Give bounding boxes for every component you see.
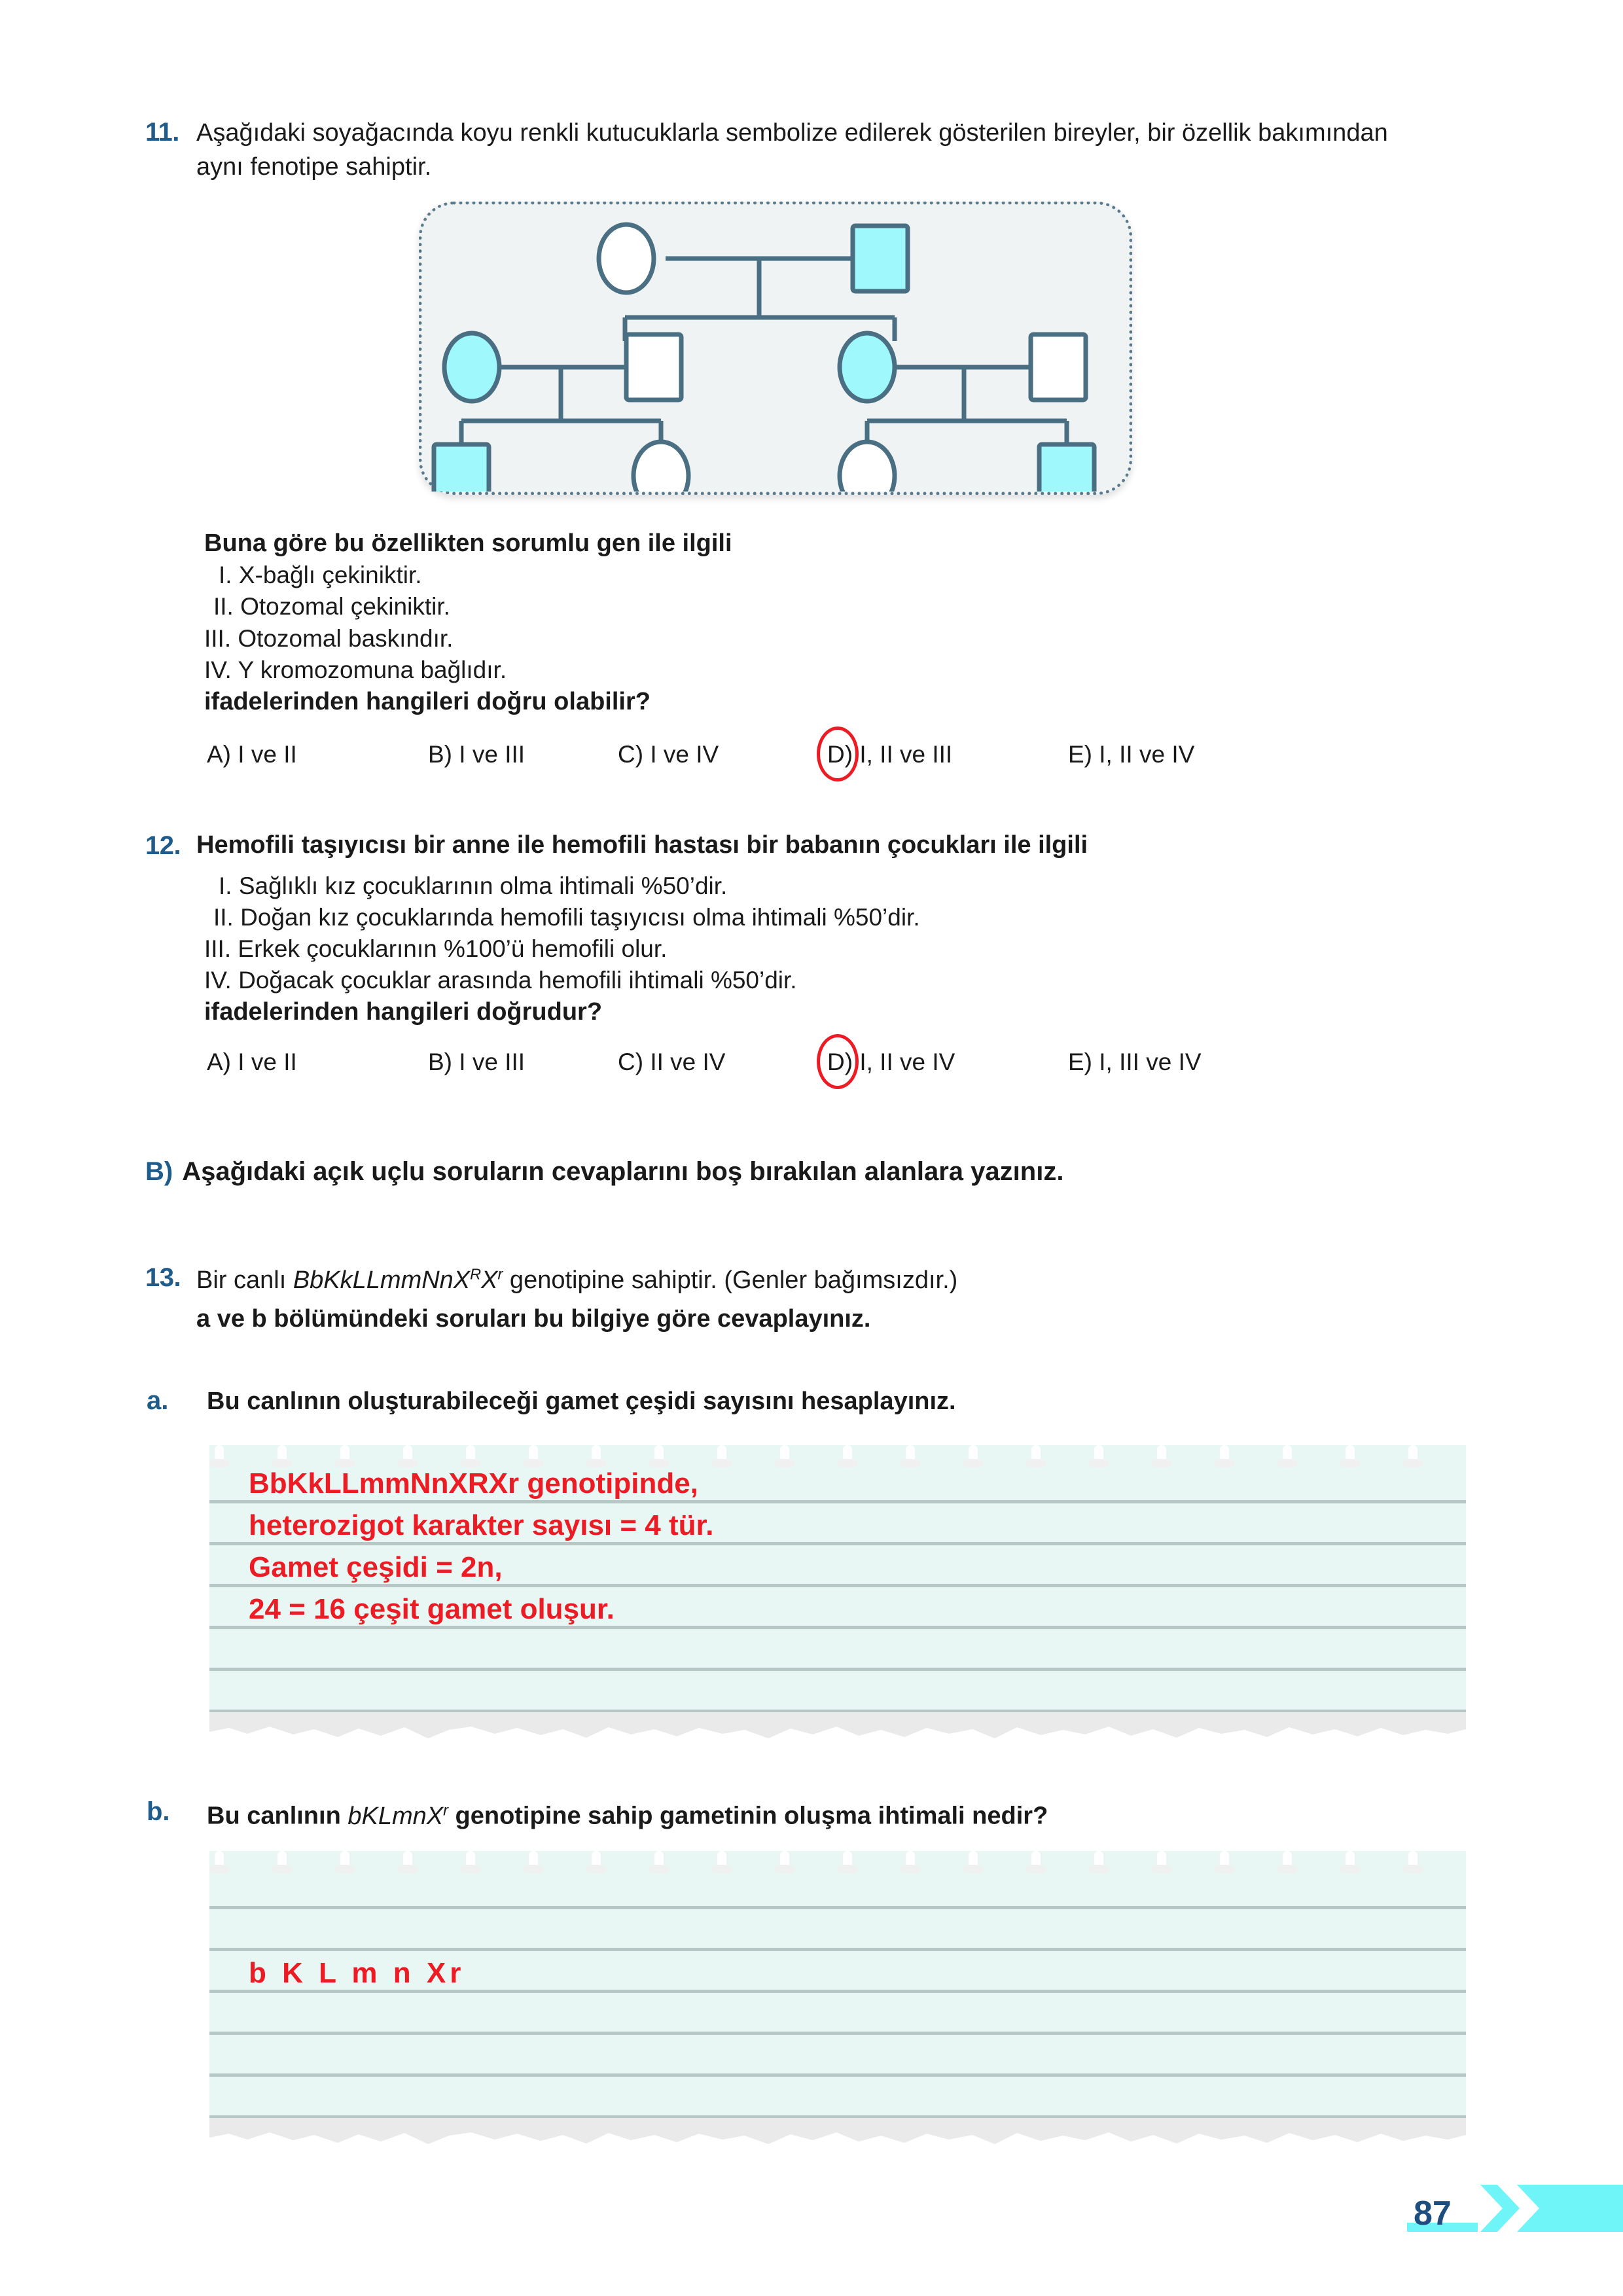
- option-A-letter: A): [207, 741, 231, 768]
- option-B-text: I ve III: [459, 1049, 526, 1075]
- part-b-question-after: genotipine sahip gametinin oluşma ihtimali nedir?: [448, 1802, 1048, 1830]
- genotype-expression: [293, 1266, 503, 1294]
- statement-I: I. X-bağlı çekiniktir.: [219, 562, 422, 589]
- part-b-genotype-sup: r: [443, 1801, 448, 1818]
- answer-line-2: heterozigot karakter sayısı = 4 tür.: [249, 1509, 714, 1541]
- option-B-text: I ve III: [459, 741, 526, 768]
- answer-line-3: Gamet çeşidi = 2n,: [249, 1551, 503, 1583]
- part-b-genotype: [348, 1803, 448, 1830]
- genotype-X: X: [481, 1266, 498, 1294]
- statement-II: II. Doğan kız çocuklarında hemofili taşıyıcısı olma ihtimali %50’dir.: [213, 904, 920, 931]
- pedigree-node-III-4: [1039, 444, 1094, 492]
- question-11-leadin: Buna göre bu özellikten sorumlu gen ile ilgili: [204, 529, 732, 557]
- genotype-sup-R: R: [470, 1265, 482, 1283]
- question-13-stem-line2: a ve b bölümündeki soruları bu bilgiye göre cevaplayınız.: [196, 1305, 871, 1333]
- question-11-stem: Aşağıdaki soyağacında koyu renkli kutucuklarla sembolize edilerek gösterilen bireyler, bir özellik bakımından aynı fenotipe sahiptir.: [196, 119, 1388, 181]
- section-b-letter: B): [145, 1157, 173, 1186]
- statement-III: III. Erkek çocuklarının %100’ü hemofili olur.: [204, 935, 668, 963]
- option-D-letter: D): [827, 1049, 853, 1075]
- pedigree-diagram-panel: [419, 202, 1132, 495]
- option-D-text: I, II ve IV: [859, 1049, 955, 1075]
- notepad-torn-edge-a: [209, 1712, 1466, 1746]
- pedigree-node-III-2: [633, 442, 688, 492]
- answer-line-1: BbKkLLmmNnXRXr genotipinde,: [249, 1467, 698, 1499]
- stem-before: Bir canlı: [196, 1266, 293, 1294]
- part-b-label: b.: [147, 1797, 170, 1826]
- question-13: [145, 1263, 1454, 1336]
- question-13-number: 13.: [145, 1263, 181, 1292]
- option-D-letter: D): [827, 741, 853, 768]
- question-11-statements: [204, 528, 732, 718]
- genotype-base: BbKkLLmmNnX: [293, 1266, 471, 1294]
- option-E-letter: E): [1068, 1049, 1092, 1075]
- option-B[interactable]: [428, 741, 618, 768]
- question-12-options: [207, 1049, 1293, 1076]
- option-E-letter: E): [1068, 741, 1092, 768]
- pedigree-node-III-1: [434, 444, 489, 492]
- pedigree-node-I-1: [599, 224, 654, 293]
- pedigree-svg: [422, 205, 1129, 492]
- question-12-stem: Hemofili taşıyıcısı bir anne ile hemofili hastası bir babanın çocukları ile ilgili: [196, 831, 1088, 859]
- answer-box-b[interactable]: [209, 1851, 1466, 2152]
- part-b-question: [207, 1801, 1048, 1831]
- part-b-genotype-base: bKLmnX: [348, 1802, 444, 1830]
- option-C-letter: C): [618, 1049, 644, 1075]
- answer-line-4: 24 = 16 çeşit gamet oluşur.: [249, 1593, 615, 1625]
- notepad-rule-lines-b: [209, 1851, 1466, 2152]
- statement-II: II. Otozomal çekiniktir.: [213, 593, 450, 620]
- question-13-stem-line1: [196, 1263, 957, 1298]
- option-E[interactable]: [1068, 1049, 1202, 1076]
- option-E-text: I, II ve IV: [1099, 741, 1195, 768]
- statement-III: III. Otozomal baskındır.: [204, 624, 454, 652]
- option-C[interactable]: [618, 741, 827, 768]
- page-footer: [1407, 2185, 1623, 2248]
- option-A-letter: A): [207, 1049, 231, 1075]
- statement-IV: IV. Doğacak çocuklar arasında hemofili ihtimali %50’dir.: [204, 967, 797, 994]
- option-A[interactable]: [207, 741, 428, 768]
- option-E-text: I, III ve IV: [1099, 1049, 1202, 1075]
- option-E[interactable]: [1068, 741, 1194, 768]
- question-12-closing: ifadelerinden hangileri doğrudur?: [204, 998, 603, 1026]
- option-A-text: I ve II: [238, 1049, 297, 1075]
- question-11-closing: ifadelerinden hangileri doğru olabilir?: [204, 687, 651, 715]
- part-a-question: Bu canlının oluşturabileceği gamet çeşidi sayısını hesaplayınız.: [207, 1388, 956, 1415]
- question-11-options: [207, 741, 1293, 768]
- option-C[interactable]: [618, 1049, 827, 1076]
- option-B-letter: B): [428, 1049, 452, 1075]
- option-D[interactable]: [827, 1049, 1068, 1076]
- section-b-heading: [145, 1157, 1063, 1187]
- option-D[interactable]: [827, 741, 1068, 768]
- option-B[interactable]: [428, 1049, 618, 1076]
- option-A[interactable]: [207, 1049, 428, 1076]
- section-b-text: Aşağıdaki açık uçlu soruların cevaplarını boş bırakılan alanlara yazınız.: [182, 1157, 1064, 1186]
- option-C-letter: C): [618, 741, 644, 768]
- answer-box-a[interactable]: [209, 1445, 1466, 1746]
- question-11-number: 11.: [145, 118, 179, 147]
- stem-after: genotipine sahiptir. (Genler bağımsızdır.): [503, 1266, 958, 1294]
- statement-I: I. Sağlıklı kız çocuklarının olma ihtimali %50’dir.: [219, 872, 728, 899]
- pedigree-node-III-3: [840, 442, 895, 492]
- question-12-number: 12.: [145, 831, 181, 860]
- question-11: [145, 117, 1454, 184]
- answer-line-1: b K L m n Xr: [249, 1957, 465, 1989]
- option-C-text: I ve IV: [650, 741, 719, 768]
- pedigree-node-II-3: [840, 333, 895, 401]
- notepad-torn-edge-b: [209, 2118, 1466, 2152]
- option-D-text: I, II ve III: [859, 741, 953, 768]
- pedigree-node-II-4: [1031, 334, 1086, 400]
- option-B-letter: B): [428, 741, 452, 768]
- option-A-text: I ve II: [238, 741, 297, 768]
- pedigree-node-II-2: [626, 334, 681, 400]
- pedigree-node-I-2: [853, 226, 908, 291]
- pedigree-node-II-1: [444, 333, 499, 401]
- genotype-sup-r: r: [497, 1265, 503, 1283]
- part-b-question-before: Bu canlının: [207, 1802, 348, 1830]
- part-a-label: a.: [147, 1386, 169, 1415]
- option-C-text: II ve IV: [650, 1049, 726, 1075]
- question-12: [145, 831, 1454, 861]
- question-12-statements: [204, 870, 920, 1029]
- statement-IV: IV. Y kromozomuna bağlıdır.: [204, 656, 507, 683]
- page-number: 87: [1414, 2195, 1452, 2233]
